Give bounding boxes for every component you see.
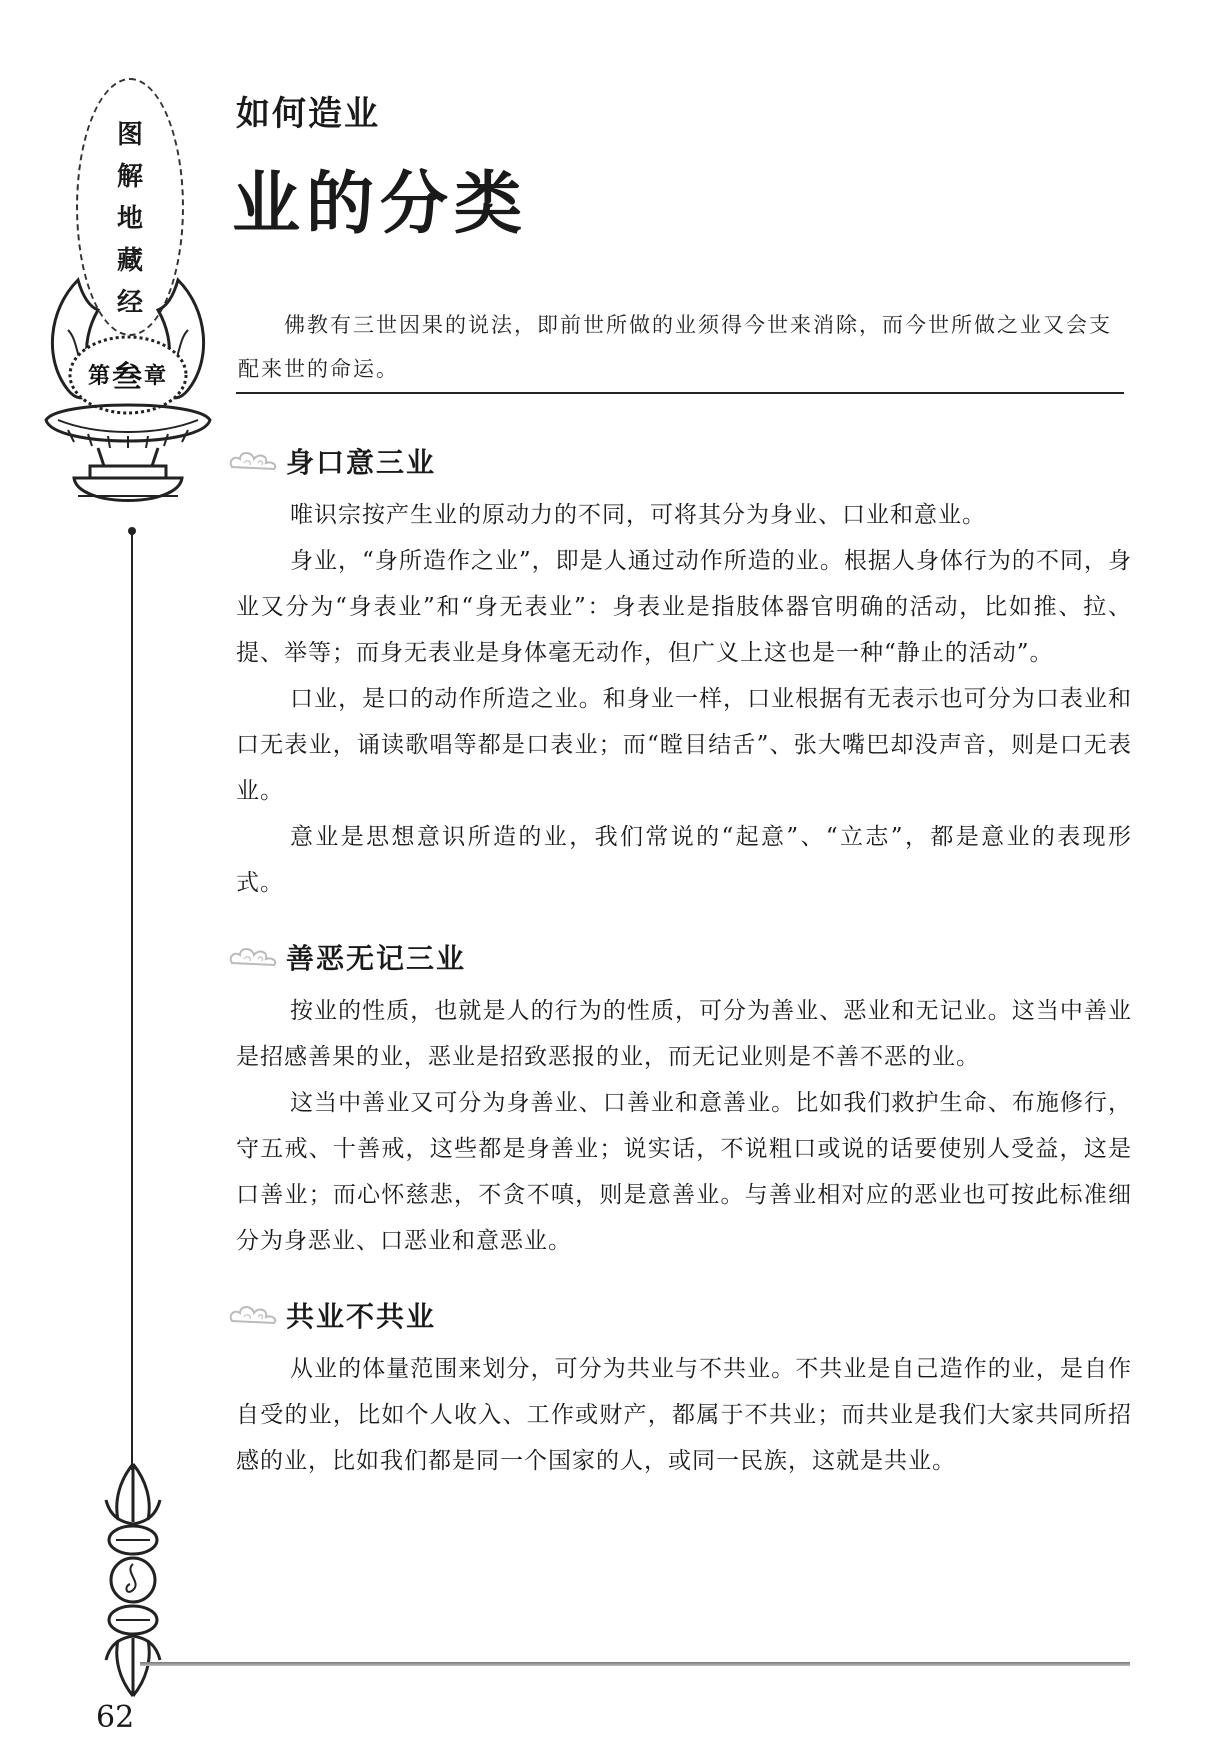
- page-title: 业的分类: [232, 165, 529, 244]
- paragraph: 口业，是口的动作所造之业。和身业一样，口业根据有无表示也可分为口表业和口无表业，诵读歌唱等都是口表业；而“瞠目结舌”、张大嘴巴却没声音，则是口无表业。: [236, 686, 1132, 804]
- paragraph: 唯识宗按产生业的原动力的不同，可将其分为身业、口业和意业。: [290, 502, 986, 528]
- subsection-heading-text: 善恶无记三业: [286, 942, 467, 975]
- subsection-heading: [226, 1290, 1132, 1340]
- paragraph: 身业，“身所造作之业”，即是人通过动作所造的业。根据人身体行为的不同，身业又分为“身表业”和“身无表业”：身表业是指肢体器官明确的活动，比如推、拉、提、举等；而身无表业是身体毫无动作，但广义上这也是一种“静止的活动”。: [236, 548, 1132, 666]
- subsection-heading-text: 共业不共业: [286, 1300, 437, 1333]
- subsection-heading: [226, 932, 1132, 982]
- auspicious-cloud-icon: [226, 943, 282, 971]
- paragraph: 从业的体量范围来划分，可分为共业与不共业。不共业是自己造作的业，是自作自受的业，比如个人收入、工作或财产，都属于不共业；而共业是我们大家共同所招感的业，比如我们都是同一个国家的人，或同一民族，这就是共业。: [236, 1356, 1132, 1474]
- paragraph: 意业是思想意识所造的业，我们常说的“起意”、“立志”，都是意业的表现形式。: [236, 824, 1132, 896]
- intro-paragraph: 佛教有三世因果的说法，即前世所做的业须得今世来消除，而今世所做之业又会支配来世的命运。: [238, 313, 1112, 381]
- series-title-char: 藏: [116, 246, 143, 276]
- series-title-char: 图: [116, 120, 143, 150]
- auspicious-cloud-icon: [226, 447, 282, 475]
- section-label: 如何造业: [236, 94, 380, 134]
- subsection-shared-karma: [236, 1290, 1132, 1484]
- page-number: 62: [96, 1700, 135, 1735]
- intro-divider: [236, 392, 1124, 394]
- auspicious-cloud-icon: [226, 1301, 282, 1329]
- subsection-heading: [226, 436, 1132, 486]
- footer-rule: [140, 1662, 1130, 1666]
- chapter-number: 叁: [112, 360, 142, 395]
- subsection-body-speech-mind: [236, 436, 1132, 906]
- chapter-prefix: 第: [87, 363, 110, 389]
- subsection-heading-text: 身口意三业: [286, 446, 437, 479]
- chapter-badge: [74, 350, 180, 398]
- chapter-suffix: 章: [144, 363, 167, 389]
- series-title-char: 解: [116, 162, 143, 192]
- paragraph: 这当中善业又可分为身善业、口善业和意善业。比如我们救护生命、布施修行，守五戒、十善戒，这些都是身善业；说实话，不说粗口或说的话要使别人受益，这是口善业；而心怀慈悲，不贪不嗔，则是意善业。与善业相对应的恶业也可按此标准细分为身恶业、口恶业和意恶业。: [236, 1090, 1132, 1254]
- paragraph: 按业的性质，也就是人的行为的性质，可分为善业、恶业和无记业。这当中善业是招感善果的业，恶业是招致恶报的业，而无记业则是不善不恶的业。: [236, 998, 1132, 1070]
- series-title-char: 地: [116, 204, 143, 234]
- twin-fish-lotus-icon: [38, 270, 218, 530]
- vertical-divider: [131, 530, 133, 1470]
- subsection-good-evil-neutral: [236, 932, 1132, 1264]
- series-title-char: 经: [116, 288, 143, 318]
- article-body: [236, 436, 1132, 1484]
